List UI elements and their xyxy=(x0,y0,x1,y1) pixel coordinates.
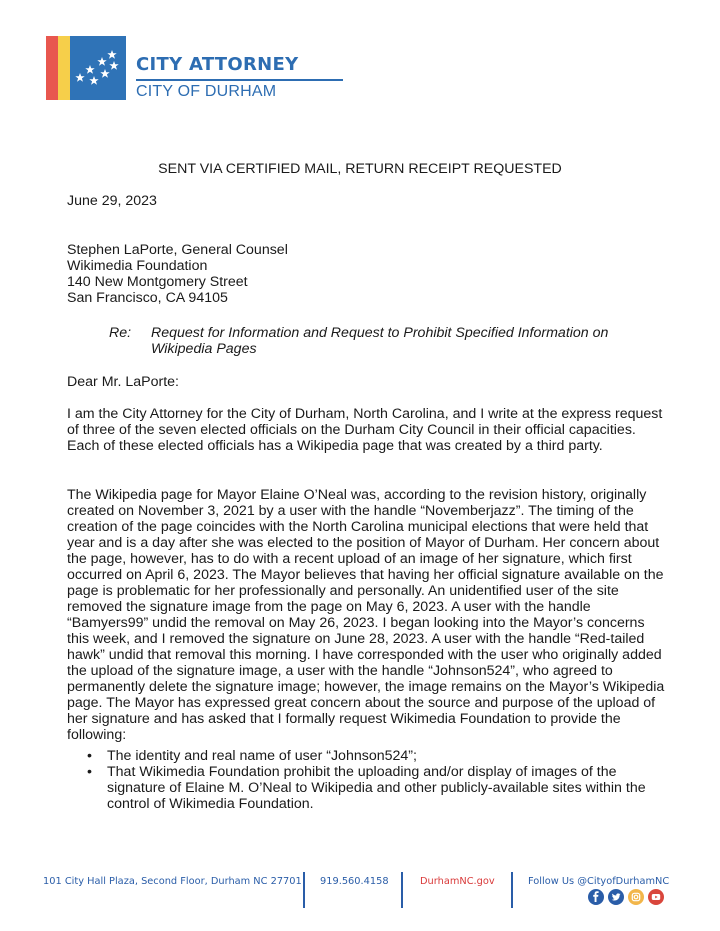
bullet-icon: • xyxy=(87,764,92,780)
logo-yellow-stripe xyxy=(58,36,70,100)
instagram-icon[interactable] xyxy=(628,889,644,905)
logo-stars-icon xyxy=(72,48,124,88)
body-paragraph: I am the City Attorney for the City of Durham, North Carolina, and I write at the express request of three of the seven elected officials on the Durham City Council in their official capacities. Each of these elected officials has a Wikipedia page that was created by a third party. xyxy=(67,406,663,454)
footer-address: 101 City Hall Plaza, Second Floor, Durham NC 27701 xyxy=(43,876,302,887)
request-list-item xyxy=(67,748,665,764)
letter-date: June 29, 2023 xyxy=(67,193,157,209)
logo-red-stripe xyxy=(46,36,58,100)
twitter-icon[interactable] xyxy=(608,889,624,905)
footer-divider xyxy=(511,872,513,908)
city-attorney-logo xyxy=(46,36,306,102)
request-list-item xyxy=(67,764,665,812)
body-paragraph: The Wikipedia page for Mayor Elaine O’Neal was, according to the revision history, originally created on November 3, 2021 by a user with the handle “Novemberjazz”. The timing of the creation of the page coincides with the North Carolina municipal elections that were held that year and is a day after she was elected to the position of Mayor of Durham. Her concern about the page, however, has to do with a recent upload of an image of her signature, which first occurred on April 6, 2023. The Mayor believes that having her official signature available on the page is problematic for her professionally and personally. An unidentified user of the site removed the signature image from the page on May 6, 2023. A user with the handle “Bamyers99” undid the removal on May 26, 2023. I began looking into the Mayor’s concerns this week, and I removed the signature on June 28, 2023. A user with the handle “Red-tailed hawk” undid that removal this morning. I have corresponded with the user who originally added the upload of the signature image, a user with the handle “Johnson524”, who agreed to permanently delete the signature image; however, the image remains on the Mayor’s Wikipedia page. The Mayor has expressed great concern about the source and purpose of the upload of her signature and has asked that I formally request Wikimedia Foundation to provide the following: xyxy=(67,487,665,743)
footer-website-link[interactable]: DurhamNC.gov xyxy=(420,876,495,887)
footer-follow-text: Follow Us @CityofDurhamNC xyxy=(528,876,670,887)
letterhead-subtitle: CITY OF DURHAM xyxy=(136,83,277,100)
delivery-heading: SENT VIA CERTIFIED MAIL, RETURN RECEIPT REQUESTED xyxy=(158,161,562,177)
request-text: That Wikimedia Foundation prohibit the uploading and/or display of images of the signature of Elaine M. O’Neal to Wikipedia and other publicly-available sites within the control of Wikimedia Foundation. xyxy=(107,764,646,812)
footer-divider xyxy=(303,872,305,908)
recipient-line: 140 New Montgomery Street xyxy=(67,274,248,290)
request-list xyxy=(67,748,665,812)
re-subject: Request for Information and Request to Prohibit Specified Information on Wikipedia Pages xyxy=(151,325,609,357)
letterhead-divider xyxy=(136,79,343,81)
recipient-line: Wikimedia Foundation xyxy=(67,258,208,274)
recipient-line: San Francisco, CA 94105 xyxy=(67,290,228,306)
recipient-line: Stephen LaPorte, General Counsel xyxy=(67,242,288,258)
facebook-icon[interactable] xyxy=(588,889,604,905)
letterhead-title: CITY ATTORNEY xyxy=(136,54,299,75)
youtube-icon[interactable] xyxy=(648,889,664,905)
salutation: Dear Mr. LaPorte: xyxy=(67,374,179,390)
recipient-address xyxy=(67,242,288,306)
request-text: The identity and real name of user “Johnson524”; xyxy=(107,748,417,764)
footer-phone: 919.560.4158 xyxy=(320,876,389,887)
bullet-icon: • xyxy=(87,748,92,764)
footer-divider xyxy=(401,872,403,908)
re-label: Re: xyxy=(109,325,132,341)
